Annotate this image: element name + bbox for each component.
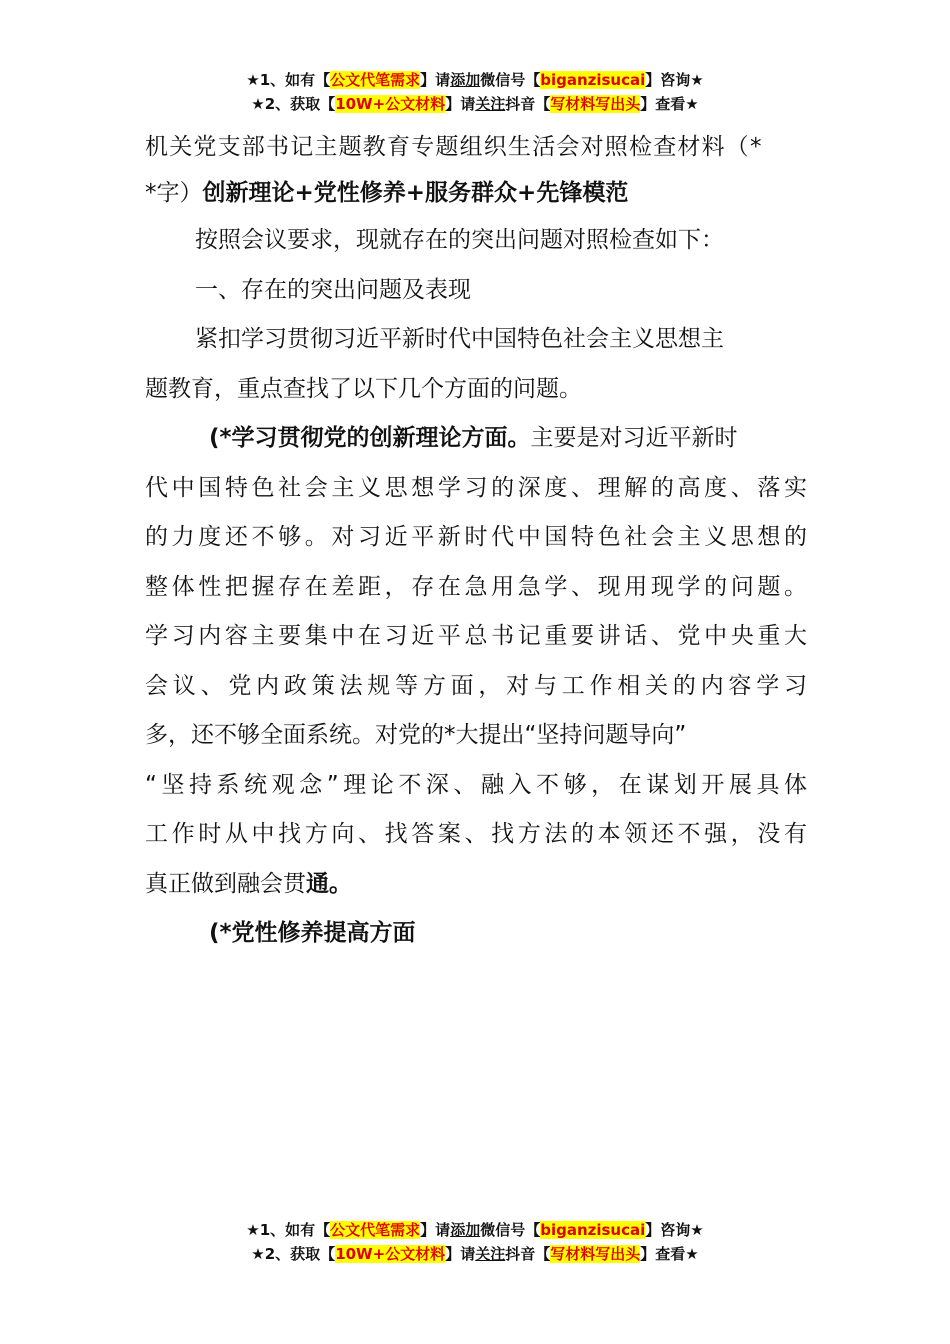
banner-text: 微信号【 [480,1221,541,1239]
underlined-follow: 关注 [475,95,506,113]
banner-text: 】查看★ [640,95,699,113]
highlight-materials: 10W+公文材料 [335,1245,446,1263]
paragraph-line: 会议、党内政策法规等方面，对与工作相关的内容学习 [145,672,807,699]
paragraph-line: 题教育，重点查找了以下几个方面的问题。 [145,375,582,402]
item-2-heading: (*党性修养提高方面 [209,920,416,946]
paragraph-line: 多，还不够全面系统。对党的*大提出“坚持问题导向” [145,722,687,748]
banner-text: 微信号【 [480,71,541,89]
item-heading-line [145,414,807,464]
highlight-douyin: 写材料写出头 [550,95,641,113]
underlined-add: 添加 [450,71,481,89]
title-word-count: *字） [145,180,203,206]
highlight-douyin: 写材料写出头 [550,1245,641,1263]
banner-text: 抖音【 [505,95,551,113]
intro-paragraph: 按照会议要求，现就存在的突出问题对照检查如下： [195,227,724,253]
banner-line-2 [0,92,950,116]
banner-text: ★1、如有【 [246,71,331,89]
highlight-materials: 10W+公文材料 [335,95,446,113]
paragraph-line: 工作时从中找方向、找答案、找方法的本领还不强，没有 [145,821,807,847]
banner-line-2 [0,1242,950,1266]
paragraph-line: “坚持系统观念”理论不深、融入不够，在谋划开展具体 [145,771,807,798]
item-1-heading: (*学习贯彻党的创新理论方面。 [209,425,531,451]
highlight-wechat-id: biganzisucai [540,1221,646,1239]
banner-text: ★2、获取【 [251,95,336,113]
underlined-add: 添加 [450,1221,481,1239]
underlined-follow: 关注 [475,1245,506,1263]
highlight-wechat-id: biganzisucai [540,71,646,89]
highlight-service: 公文代笔需求 [330,1221,421,1239]
item-1-text: 主要是对习近平新时 [530,425,738,451]
banner-line-1 [0,68,950,92]
paragraph-line: 整体性把握存在差距，存在急用急学、现用现学的问题。 [145,573,807,600]
document-title-line-2 [145,170,807,216]
banner-text: 】咨询★ [645,1221,704,1239]
banner-text: ★2、获取【 [251,1245,336,1263]
banner-text: 】请 [420,71,451,89]
banner-text: ★1、如有【 [246,1221,331,1239]
banner-text: 】请 [445,1245,476,1263]
paragraph-line: 的力度还不够。对习近平新时代中国特色社会主义思想的 [145,524,807,550]
paragraph-line: 学习内容主要集中在习近平总书记重要讲话、党中央重大 [145,623,807,649]
highlight-service: 公文代笔需求 [330,71,421,89]
banner-text: 】请 [420,1221,451,1239]
footer-banner [0,1218,950,1266]
document-title-line-1: 机关党支部书记主题教育专题组织生活会对照检查材料（* [145,134,763,160]
document-body [145,124,807,959]
banner-text: 】咨询★ [645,71,704,89]
banner-text: 】查看★ [640,1245,699,1263]
paragraph-line [145,860,807,910]
banner-line-1 [0,1218,950,1242]
section-heading: 一、存在的突出问题及表现 [195,276,471,303]
paragraph-line: 代中国特色社会主义思想学习的深度、理解的高度、落实 [145,474,807,501]
banner-text: 】请 [445,95,476,113]
paragraph-text: 真正做到融会贯 [145,870,306,897]
title-subtitle: 创新理论+党性修养+服务群众+先锋模范 [202,180,629,206]
paragraph-text-bold: 通。 [306,870,352,897]
header-banner [0,68,950,116]
paragraph-line: 紧扣学习贯彻习近平新时代中国特色社会主义思想主 [195,326,724,352]
banner-text: 抖音【 [505,1245,551,1263]
